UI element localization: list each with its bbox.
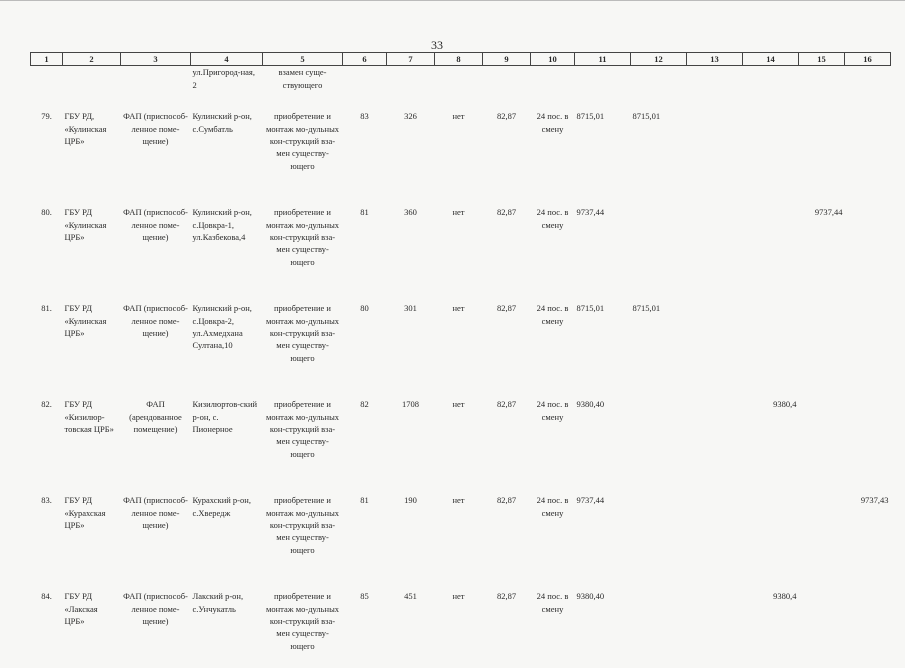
col8-value: нет xyxy=(452,303,465,314)
col14-value: 9380,4 xyxy=(773,591,797,602)
col13-value xyxy=(687,380,743,476)
col12-value: 8715,01 xyxy=(632,303,661,314)
col7-value: 360 xyxy=(404,207,417,218)
facility-type: ФАП (арендованное помещение) xyxy=(129,399,182,434)
col12-value xyxy=(631,476,687,572)
col6-value: 82 xyxy=(360,399,369,410)
col14-value: 9380,4 xyxy=(773,399,797,410)
col14-value xyxy=(743,284,799,380)
col6-value: 81 xyxy=(360,495,369,506)
table-row xyxy=(31,284,891,380)
col8-value: нет xyxy=(452,495,465,506)
facility-type: ФАП (приспособ-ленное поме-щение) xyxy=(123,207,188,242)
header-cell: 14 xyxy=(743,53,799,66)
col12-value xyxy=(631,188,687,284)
header-cell: 10 xyxy=(531,53,575,66)
row-number: 84. xyxy=(41,591,52,602)
header-cell: 6 xyxy=(343,53,387,66)
col16-value: 9737,43 xyxy=(860,495,889,506)
organization: ГБУ РД «Кулинская ЦРБ» xyxy=(64,303,107,338)
col6-value: 83 xyxy=(360,111,369,122)
col13-value xyxy=(687,188,743,284)
address: Кизилюртов-ский р-он, с. Пионерное xyxy=(192,399,258,434)
col9-value: 82,87 xyxy=(496,399,517,410)
work-description: приобретение и монтаж мо-дульных кон-струкций вза-мен существу-ющего xyxy=(265,591,340,651)
table-row xyxy=(31,92,891,188)
col16-value xyxy=(845,92,891,188)
col12-value xyxy=(631,572,687,668)
continuation-work: взамен суще-ствующего xyxy=(278,67,327,90)
header-cell: 4 xyxy=(191,53,263,66)
row-number: 79. xyxy=(41,111,52,122)
address: Курахский р-он, с.Хвередж xyxy=(192,495,251,518)
table-header xyxy=(31,53,891,66)
col8-value: нет xyxy=(452,207,465,218)
col11-value: 9380,40 xyxy=(576,591,605,602)
header-cell: 9 xyxy=(483,53,531,66)
work-description: приобретение и монтаж мо-дульных кон-струкций вза-мен существу-ющего xyxy=(265,303,340,363)
address: Кулинский р-он, с.Цовкра-2, ул.Ахмедхана Султана,10 xyxy=(192,303,252,351)
col13-value xyxy=(687,92,743,188)
col10-value: 24 пос. в смену xyxy=(536,303,569,326)
organization: ГБУ РД, «Кулинская ЦРБ» xyxy=(64,111,107,146)
col14-value xyxy=(743,476,799,572)
facility-type: ФАП (приспособ-ленное поме-щение) xyxy=(123,591,188,626)
col8-value: нет xyxy=(452,591,465,602)
row-number: 82. xyxy=(41,399,52,410)
row-number: 80. xyxy=(41,207,52,218)
facility-type: ФАП (приспособ-ленное поме-щение) xyxy=(123,303,188,338)
work-description: приобретение и монтаж мо-дульных кон-струкций вза-мен существу-ющего xyxy=(265,207,340,267)
col7-value: 326 xyxy=(404,111,417,122)
header-cell: 1 xyxy=(31,53,63,66)
address: Лакский р-он, с.Унчукатль xyxy=(192,591,244,614)
col12-value: 8715,01 xyxy=(632,111,661,122)
header-cell: 8 xyxy=(435,53,483,66)
col9-value: 82,87 xyxy=(496,495,517,506)
work-description: приобретение и монтаж мо-дульных кон-струкций вза-мен существу-ющего xyxy=(265,111,340,171)
header-cell: 7 xyxy=(387,53,435,66)
col15-value: 9737,44 xyxy=(814,207,843,218)
col11-value: 9737,44 xyxy=(576,207,605,218)
col13-value xyxy=(687,476,743,572)
col6-value: 80 xyxy=(360,303,369,314)
col9-value: 82,87 xyxy=(496,207,517,218)
col16-value xyxy=(845,188,891,284)
header-cell: 11 xyxy=(575,53,631,66)
col16-value xyxy=(845,284,891,380)
header-cell: 3 xyxy=(121,53,191,66)
col15-value xyxy=(799,572,845,668)
facility-type: ФАП (приспособ-ленное поме-щение) xyxy=(123,111,188,146)
col6-value: 81 xyxy=(360,207,369,218)
col11-value: 8715,01 xyxy=(576,111,605,122)
col7-value: 451 xyxy=(404,591,417,602)
col12-value xyxy=(631,380,687,476)
col14-value xyxy=(743,188,799,284)
header-cell: 12 xyxy=(631,53,687,66)
col9-value: 82,87 xyxy=(496,111,517,122)
header-cell: 13 xyxy=(687,53,743,66)
col8-value: нет xyxy=(452,111,465,122)
col7-value: 1708 xyxy=(402,399,419,410)
col15-value xyxy=(799,476,845,572)
col11-value: 8715,01 xyxy=(576,303,605,314)
col7-value: 190 xyxy=(404,495,417,506)
col16-value xyxy=(845,572,891,668)
col16-value xyxy=(845,380,891,476)
row-number: 81. xyxy=(41,303,52,314)
col14-value xyxy=(743,92,799,188)
col6-value: 85 xyxy=(360,591,369,602)
address: Кулинский р-он, с.Цовкра-1, ул.Казбекова,4 xyxy=(192,207,252,242)
col9-value: 82,87 xyxy=(496,591,517,602)
data-table xyxy=(30,52,891,668)
col7-value: 301 xyxy=(404,303,417,314)
col8-value: нет xyxy=(452,399,465,410)
col15-value xyxy=(799,380,845,476)
col13-value xyxy=(687,284,743,380)
organization: ГБУ РД «Кулинская ЦРБ» xyxy=(64,207,107,242)
col13-value xyxy=(687,572,743,668)
table-row xyxy=(31,380,891,476)
col15-value xyxy=(799,284,845,380)
col10-value: 24 пос. в смену xyxy=(536,591,569,614)
continuation-address: ул.Пригород-ная, 2 xyxy=(192,67,255,90)
header-cell: 16 xyxy=(845,53,891,66)
header-cell: 2 xyxy=(63,53,121,66)
col10-value: 24 пос. в смену xyxy=(536,111,569,134)
header-cell: 5 xyxy=(263,53,343,66)
organization: ГБУ РД «Кизилюр-товская ЦРБ» xyxy=(64,399,114,434)
address: Кулинский р-он, с.Сумбатль xyxy=(192,111,252,134)
col9-value: 82,87 xyxy=(496,303,517,314)
organization: ГБУ РД «Курахская ЦРБ» xyxy=(64,495,106,530)
col10-value: 24 пос. в смену xyxy=(536,207,569,230)
work-description: приобретение и монтаж мо-дульных кон-струкций вза-мен существу-ющего xyxy=(265,495,340,555)
work-description: приобретение и монтаж мо-дульных кон-струкций вза-мен существу-ющего xyxy=(265,399,340,459)
col15-value xyxy=(799,92,845,188)
table-row xyxy=(31,188,891,284)
col11-value: 9380,40 xyxy=(576,399,605,410)
header-cell: 15 xyxy=(799,53,845,66)
col10-value: 24 пос. в смену xyxy=(536,495,569,518)
row-number: 83. xyxy=(41,495,52,506)
continuation-row xyxy=(31,66,891,93)
facility-type: ФАП (приспособ-ленное поме-щение) xyxy=(123,495,188,530)
organization: ГБУ РД «Лакская ЦРБ» xyxy=(64,591,98,626)
table-row xyxy=(31,572,891,668)
page-number: 33 xyxy=(431,38,443,52)
col10-value: 24 пос. в смену xyxy=(536,399,569,422)
col11-value: 9737,44 xyxy=(576,495,605,506)
table-row xyxy=(31,476,891,572)
